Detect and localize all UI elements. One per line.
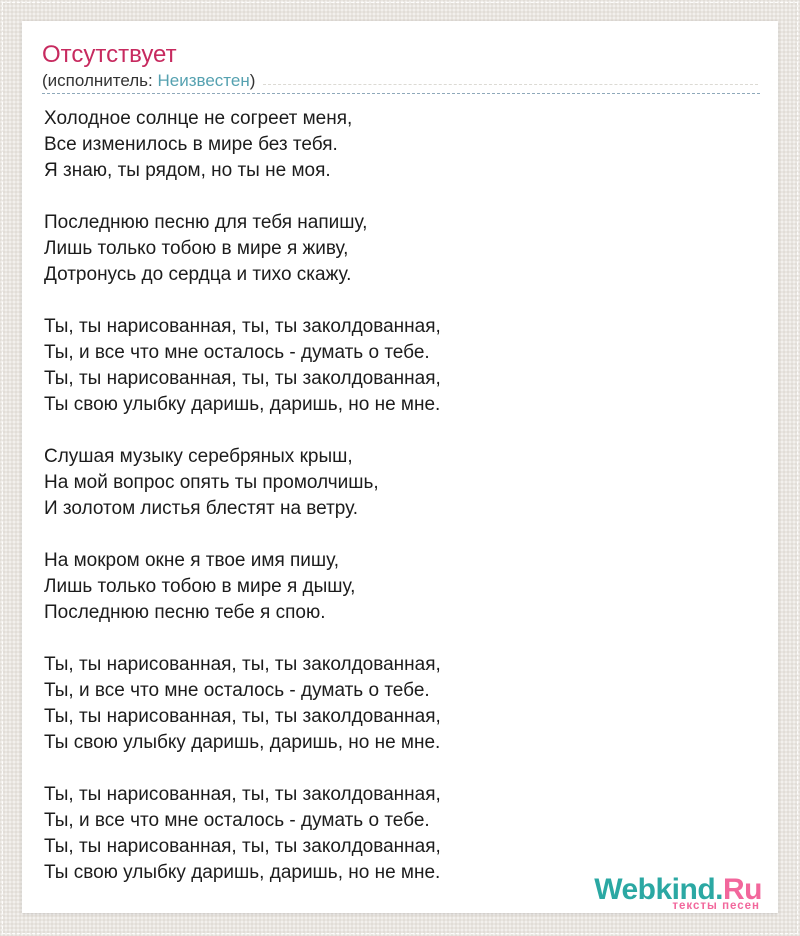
lyrics xyxy=(42,106,760,886)
lyrics-card xyxy=(22,21,778,913)
lyric-line: На мокром окне я твое имя пишу, xyxy=(44,550,340,571)
lyric-line: На мой вопрос опять ты промолчишь, xyxy=(44,472,379,493)
lyric-line: Лишь только тобою в мире я дышу, xyxy=(44,576,356,597)
lyric-line: Все изменилось в мире без тебя. xyxy=(44,134,338,155)
lyric-line: Я знаю, ты рядом, но ты не моя. xyxy=(44,160,331,181)
lyric-line: Лишь только тобою в мире я живу, xyxy=(44,238,349,259)
stanza xyxy=(44,314,760,418)
lyric-line: Ты, ты нарисованная, ты, ты заколдованная, xyxy=(44,368,441,389)
lyric-line: Ты свою улыбку даришь, даришь, но не мне. xyxy=(44,732,441,753)
lyric-line: Слушая музыку серебряных крыш, xyxy=(44,446,353,467)
logo-pink-part: Ru xyxy=(723,872,762,906)
lyric-line: Ты, ты нарисованная, ты, ты заколдованная, xyxy=(44,836,441,857)
lyric-line: Ты свою улыбку даришь, даришь, но не мне. xyxy=(44,394,441,415)
song-title: Отсутствует xyxy=(42,41,177,68)
artist-label-prefix: (исполнитель: xyxy=(42,71,153,90)
lyric-line: Ты, ты нарисованная, ты, ты заколдованная, xyxy=(44,654,441,675)
song-header xyxy=(42,42,760,94)
lyric-line: Ты, и все что мне осталось - думать о тебе. xyxy=(44,680,430,701)
stanza xyxy=(44,652,760,756)
subtitle-dashed-filler xyxy=(263,84,758,85)
lyric-line: Последнюю песню тебе я спою. xyxy=(44,602,326,623)
lyric-line: Последнюю песню для тебя напишу, xyxy=(44,212,368,233)
lyric-line: Ты, ты нарисованная, ты, ты заколдованная, xyxy=(44,706,441,727)
logo-teal-part: Webkind. xyxy=(594,872,723,906)
lyric-line: Холодное солнце не согреет меня, xyxy=(44,108,353,129)
logo-tagline: тексты песен xyxy=(672,899,760,912)
lyric-line: Ты, и все что мне осталось - думать о тебе. xyxy=(44,342,430,363)
stanza xyxy=(44,444,760,522)
stanza xyxy=(44,106,760,184)
lyric-line: Дотронусь до сердца и тихо скажу. xyxy=(44,264,352,285)
lyric-line: Ты, и все что мне осталось - думать о тебе. xyxy=(44,810,430,831)
stanza xyxy=(44,548,760,626)
artist-label-suffix: ) xyxy=(249,71,256,90)
lyric-line: Ты свою улыбку даришь, даришь, но не мне. xyxy=(44,862,441,883)
lyric-line: Ты, ты нарисованная, ты, ты заколдованная, xyxy=(44,784,441,805)
site-logo[interactable] xyxy=(594,872,762,913)
artist-link[interactable]: Неизвестен xyxy=(157,71,250,90)
stanza xyxy=(44,782,760,886)
lyric-line: Ты, ты нарисованная, ты, ты заколдованная, xyxy=(44,316,441,337)
lyric-line: И золотом листья блестят на ветру. xyxy=(44,498,359,519)
stanza xyxy=(44,210,760,288)
artist-row xyxy=(42,71,760,91)
